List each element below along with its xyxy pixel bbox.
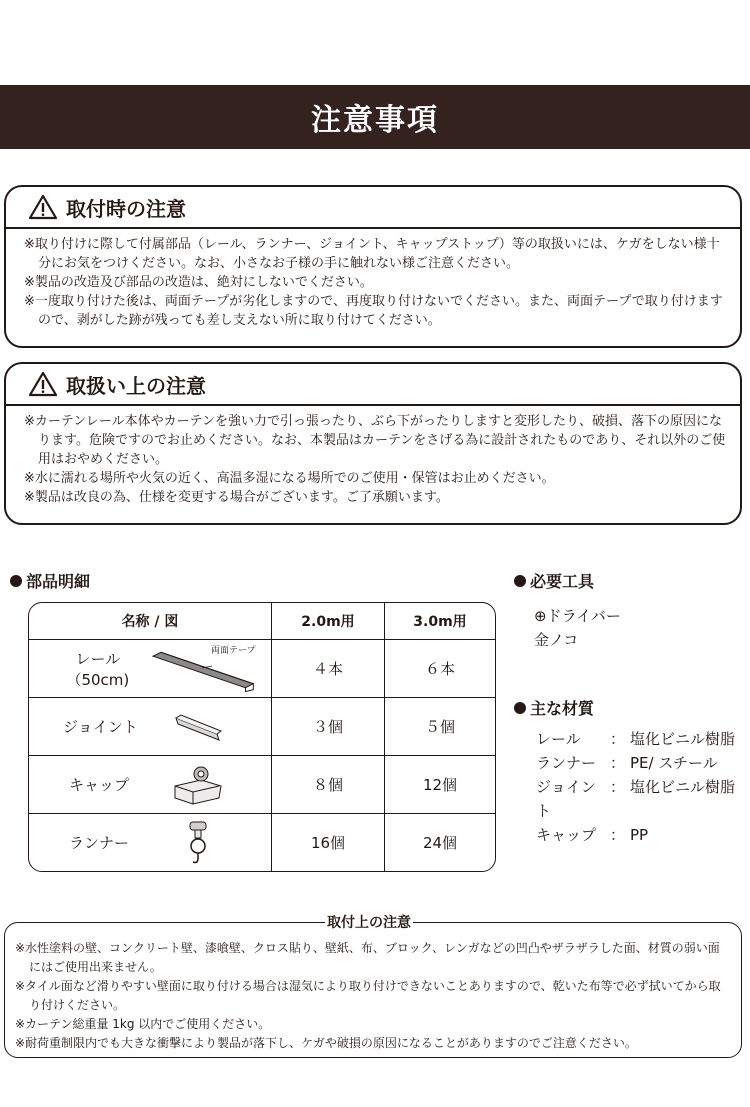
table-row (29, 640, 495, 698)
handling-note: ※製品は改良の為、仕様を変更する場合がございます。ご了承願います。 (24, 490, 449, 505)
handling-caution-heading: 取扱い上の注意 (66, 373, 206, 398)
handling-note: ※カーテンレール本体やカーテンを強い力で引っ張ったり、ぶら下がったりしますと変形したり、破損、落下の原因になります。危険ですのでお止めください。なお、本製品はカーテンをさげる為に設計されたものであり、それ以外のご使用はおやめください。 (24, 414, 726, 467)
part-name: レール（50cm) (66, 649, 130, 689)
bullet-dot-icon (10, 575, 22, 587)
mounting-note: ※耐荷重制限内でも大きな衝撃により製品が落下し、ケガや破損の原因になることがありますのでご注意ください。 (15, 1036, 637, 1050)
handling-note: ※水に濡れる場所や火気の近く、高温多湿になる場所でのご使用・保管はお止めください。 (24, 471, 555, 486)
part-name: ランナー (69, 834, 130, 852)
tools-list (534, 604, 621, 652)
materials-heading: 主な材質 (514, 696, 594, 719)
qty-2m: ８個 (272, 756, 385, 814)
material-row: レール ： 塩化ビニル樹脂 (536, 730, 736, 748)
mounting-caution-box (4, 915, 742, 1058)
material-row: ランナー ： PE/ スチール (536, 754, 718, 772)
mounting-note: ※水性塗料の壁、コンクリート壁、漆喰壁、クロス貼り、壁紙、布、ブロック、レンガなどの凹凸やザラザラした面、材質の弱い面にはご使用出来ません。 (15, 941, 720, 974)
material-row: キャップ ： PP (536, 826, 649, 844)
handling-caution-box (4, 362, 742, 525)
column-header: 3.0m用 (385, 603, 495, 640)
tape-label: 両面テープ (211, 646, 256, 656)
qty-2m: ３個 (272, 698, 385, 756)
tool-item: ⊕ドライバー (534, 607, 621, 625)
cap-icon (171, 764, 225, 806)
handling-caution-header (6, 364, 740, 406)
bullet-dot-icon (514, 702, 526, 714)
qty-3m: ５個 (385, 698, 495, 756)
mounting-caution-heading: 取付上の注意 (325, 912, 413, 932)
install-caution-box (4, 185, 742, 348)
table-row (29, 756, 495, 814)
runner-icon (185, 820, 211, 866)
table-header-row (29, 603, 495, 640)
qty-2m: 16個 (272, 814, 385, 871)
qty-2m: ４本 (272, 640, 385, 698)
install-note: ※取り付けに際して付属部品（レール、ランナー、ジョイント、キャップストップ）等の取扱いには、ケガをしない様十分にお気をつけください。なお、小さなお子様の手に触れない様ご注意ください。 (24, 237, 720, 271)
part-name: ジョイント (63, 718, 138, 736)
page-title: 注意事項 (0, 85, 750, 149)
qty-3m: 24個 (422, 834, 458, 852)
table-row (29, 814, 495, 871)
install-caution-heading: 取付時の注意 (66, 196, 186, 221)
column-header: 2.0m用 (272, 603, 385, 640)
part-name: キャップ (69, 776, 130, 794)
install-caution-header (6, 187, 740, 229)
warning-icon (28, 371, 58, 397)
install-note: ※一度取り付けた後は、両面テープが劣化しますので、再度取り付けないでください。また、両面テープで取り付けますので、剥がした跡が残っても差し支えない所に取り付けてください。 (24, 294, 723, 328)
tools-heading: 必要工具 (514, 569, 594, 592)
qty-3m: 12個 (385, 756, 495, 814)
qty-3m: ６本 (385, 640, 495, 698)
install-note: ※製品の改造及び部品の改造は、絶対にしないでください。 (24, 275, 373, 290)
tool-item: 金ノコ (534, 631, 579, 649)
materials-list (536, 727, 735, 847)
mounting-note: ※カーテン総重量 1kg 以内でご使用ください。 (15, 1017, 271, 1031)
warning-icon (28, 194, 58, 220)
parts-heading: 部品明細 (10, 569, 90, 592)
mounting-note: ※タイル面など滑りやすい壁面に取り付ける場合は湿気により取り付けできないことありますので、乾いた布等で必ず拭いてから取り付けください。 (15, 979, 721, 1012)
joint-icon (173, 712, 223, 742)
material-row: ジョイント ： 塩化ビニル樹脂 (536, 778, 736, 820)
bullet-dot-icon (514, 575, 526, 587)
parts-table (28, 602, 496, 872)
column-header: 名称 / 図 (29, 603, 272, 640)
table-row (29, 698, 495, 756)
